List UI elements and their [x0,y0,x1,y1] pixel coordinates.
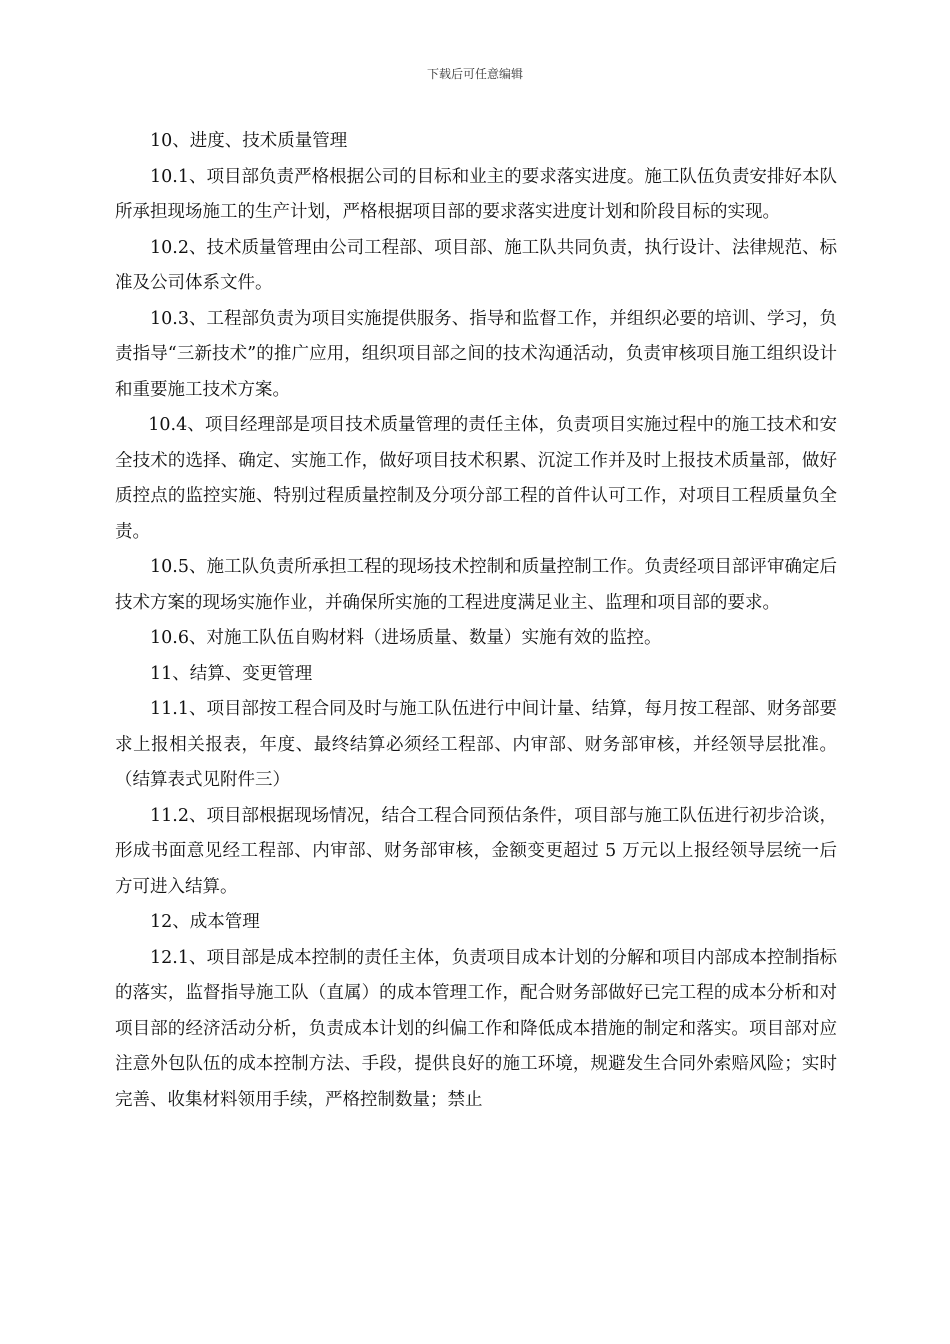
page-header: 下载后可任意编辑 [426,67,523,81]
paragraph-11-1: 11.1、项目部按工程合同及时与施工队伍进行中间计量、结算，每月按工程部、财务部要求上报相关报表，年度、最终结算必须经工程部、内审部、财务部审核，并经领导层批准。（结算表式见附件三） [115,699,837,790]
paragraph-10-3: 10.3、工程部负责为项目实施提供服务、指导和监督工作，并组织必要的培训、学习，负责指导“三新技术”的推广应用，组织项目部之间的技术沟通活动，负责审核项目施工组织设计和重要施工技术方案。 [115,308,837,400]
section-heading-11: 11、结算、变更管理 [150,663,313,684]
paragraph-10-5: 10.5、施工队负责所承担工程的现场技术控制和质量控制工作。负责经项目部评审确定后技术方案的现场实施作业，并确保所实施的工程进度满足业主、监理和项目部的要求。 [115,557,837,613]
paragraph-12-1: 12.1、项目部是成本控制的责任主体，负责项目成本计划的分解和项目内部成本控制指标的落实，监督指导施工队（直属）的成本管理工作，配合财务部做好已完工程的成本分析和对项目部的经济活动分析，负责成本计划的纠偏工作和降低成本措施的制定和落实。项目部对应注意外包队伍的成本控制方法、手段，提供良好的施工环境，规避发生合同外索赔风险；实时完善、收集材料领用手续，严格控制数量；禁止 [115,947,837,1110]
paragraph-10-1: 10.1、项目部负责严格根据公司的目标和业主的要求落实进度。施工队伍负责安排好本队所承担现场施工的生产计划，严格根据项目部的要求落实进度计划和阶段目标的实现。 [115,166,837,222]
paragraph-10-2: 10.2、技术质量管理由公司工程部、项目部、施工队共同负责，执行设计、法律规范、标准及公司体系文件。 [115,237,837,293]
document-body [115,124,837,1118]
paragraph-11-2: 11.2、项目部根据现场情况，结合工程合同预估条件，项目部与施工队伍进行初步洽谈，形成书面意见经工程部、内审部、财务部审核，金额变更超过 5 万元以上报经领导层统一后方可进入结算。 [115,805,837,897]
section-heading-10: 10、进度、技术质量管理 [150,131,348,151]
paragraph-10-4: 10.4、项目经理部是项目技术质量管理的责任主体，负责项目实施过程中的施工技术和安全技术的选择、确定、实施工作，做好项目技术积累、沉淀工作并及时上报技术质量部，做好质控点的监控实施、特别过程质量控制及分项分部工程的首件认可工作，对项目工程质量负全责。 [115,415,837,542]
section-heading-12: 12、成本管理 [150,912,260,932]
paragraph-10-6: 10.6、对施工队伍自购材料（进场质量、数量）实施有效的监控。 [150,628,662,648]
